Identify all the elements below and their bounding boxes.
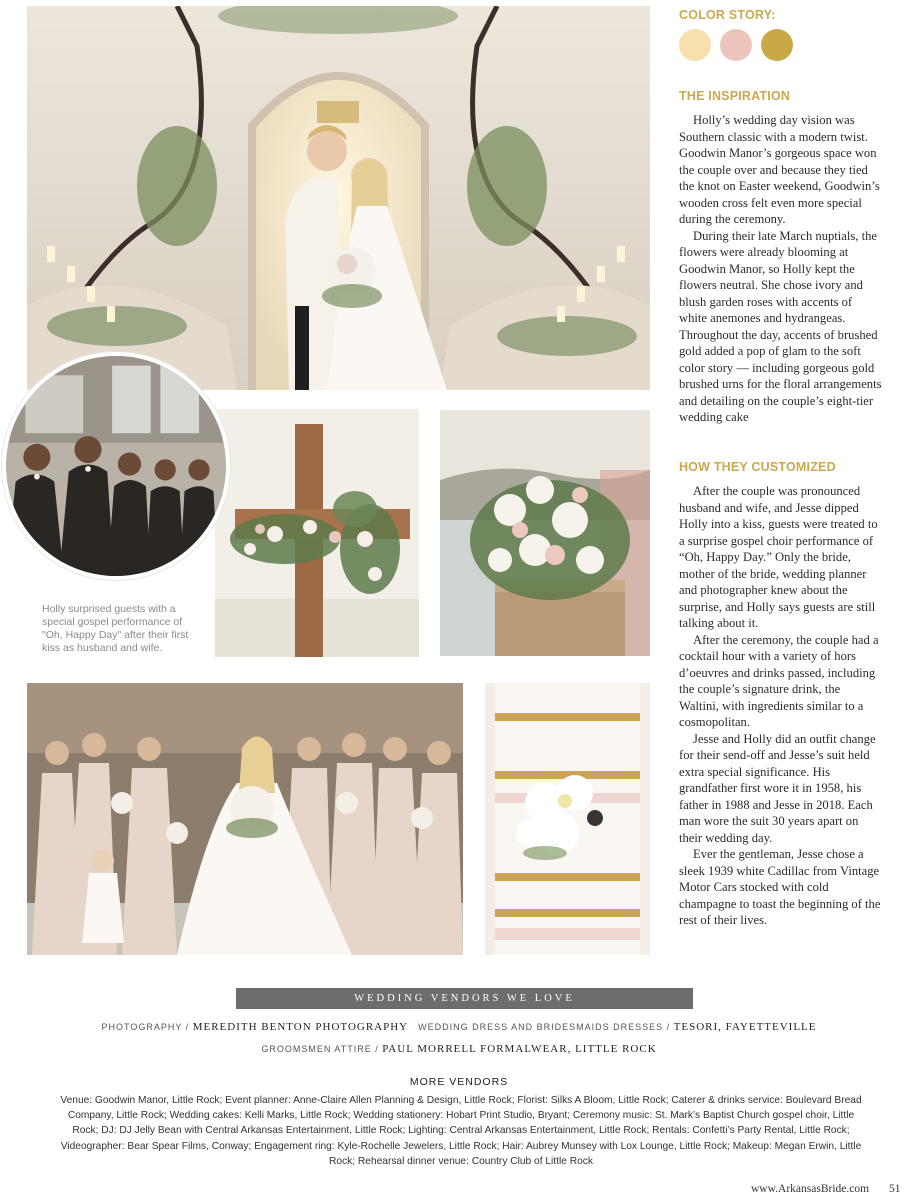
inspiration-paragraph: Holly’s wedding day vision was Southern classic with a modern twist. Goodwin Manor’s gorgeous space won the couple over and because they tied the knot on Easter weekend, Goodwin’s wooden cross felt even more special during the ceremony. <box>679 113 880 226</box>
customized-paragraph: After the couple was pronounced husband and wife, and Jesse dipped Holly into a kiss, guests were treated to a surprise gospel choir performance of “Oh, Happy Day.” Only the bride, mother of the bride, wedding planner and photographer knew about the surprise, and Holly says guests are still talking about it. <box>679 484 878 630</box>
photo-wooden-cross <box>215 409 419 657</box>
photo-wedding-cake <box>485 683 650 955</box>
vendor-label: GROOMSMEN ATTIRE / <box>261 1044 383 1054</box>
swatch-gold <box>761 29 793 61</box>
swatch-ivory <box>679 29 711 61</box>
inspiration-body <box>679 112 883 426</box>
photo-gospel-choir <box>2 352 230 580</box>
footer-website: www.ArkansasBride.com <box>751 1183 870 1195</box>
vendor-line-2 <box>0 1043 918 1055</box>
vendors-banner <box>236 988 693 1009</box>
customized-body <box>679 483 883 929</box>
vendor-name: TESORI, FAYETTEVILLE <box>673 1021 817 1033</box>
customized-paragraph: After the ceremony, the couple had a cocktail hour with a variety of hors d’oeuvres and drinks passed, including the couple’s signature drink, the Waltini, with ingredients similar to a cosmopolitan. <box>679 632 879 729</box>
choir-caption: Holly surprised guests with a special gospel performance of "Oh, Happy Day" after their first kiss as husband and wife. <box>42 603 189 654</box>
vendor-label: PHOTOGRAPHY / <box>101 1022 193 1032</box>
color-story-heading: COLOR STORY: <box>679 8 776 22</box>
vendor-label: WEDDING DRESS AND BRIDESMAIDS DRESSES / <box>418 1022 674 1032</box>
vendors-banner-title: WEDDING VENDORS WE LOVE <box>354 993 575 1004</box>
customized-heading: HOW THEY CUSTOMIZED <box>679 460 836 474</box>
more-vendors-text: Venue: Goodwin Manor, Little Rock; Event planner: Anne-Claire Allen Planning & Design, Little Rock; Florist: Silks A Bloom, Little Rock; Caterer & drinks service: Boulevard Bread Company, Little Rock; Wedding cakes: Kelli Marks, Little Rock; Wedding stationery: Hobart Print Studio, Bryant; Ceremony music: St. Mark’s Baptist Church gospel choir, Little Rock; DJ: DJ Jelly Bean with Central Arkansas Entertainment, Little Rock; Lighting: Central Arkansas Entertainment, Little Rock; Rentals: Confetti’s Party Rental, Little Rock; Videographer: Bear Spear Films, Conway; Engagement ring: Kyle-Rochelle Jewelers, Little Rock; Hair: Aubrey Munsey with Lox Lounge, Little Rock; Makeup: Megan Erwin, Little Rock; Rehearsal dinner venue: Country Club of Little Rock <box>60 1095 862 1167</box>
color-swatches <box>679 29 793 61</box>
vendor-name: PAUL MORRELL FORMALWEAR, LITTLE ROCK <box>382 1043 657 1055</box>
page-number: 51 <box>889 1183 901 1195</box>
photo-couple-staircase <box>27 6 650 390</box>
swatch-blush <box>720 29 752 61</box>
inspiration-paragraph: During their late March nuptials, the flowers were already blooming at Goodwin Manor, so Holly kept the flowers neutral. She chose ivory and blush garden roses with accents of white anemones and hydrangeas. Throughout the day, accents of brushed gold added a pop of glam to the soft color story — including gorgeous gold brushed urns for the floral arrangements and detailing on the couple’s eight-tier wedding cake <box>679 228 882 424</box>
more-vendors-heading: MORE VENDORS <box>409 1076 509 1088</box>
vendor-name: MEREDITH BENTON PHOTOGRAPHY <box>192 1021 409 1033</box>
vendor-line-1 <box>0 1021 918 1033</box>
photo-floral-urn <box>440 410 650 656</box>
photo-bridesmaids <box>27 683 463 955</box>
customized-paragraph: Jesse and Holly did an outfit change for their send-off and Jesse’s suit held extra special significance. His grandfather first wore it in 1958, his father in 1988 and Jesse in 2018. Each man wore the suit 30 years apart on their wedding day. <box>679 731 876 845</box>
inspiration-heading: THE INSPIRATION <box>679 89 791 103</box>
customized-paragraph: Ever the gentleman, Jesse chose a sleek 1939 white Cadillac from Vintage Motor Cars stocked with cold champagne to toast the beginning of the rest of their lives. <box>679 847 881 927</box>
